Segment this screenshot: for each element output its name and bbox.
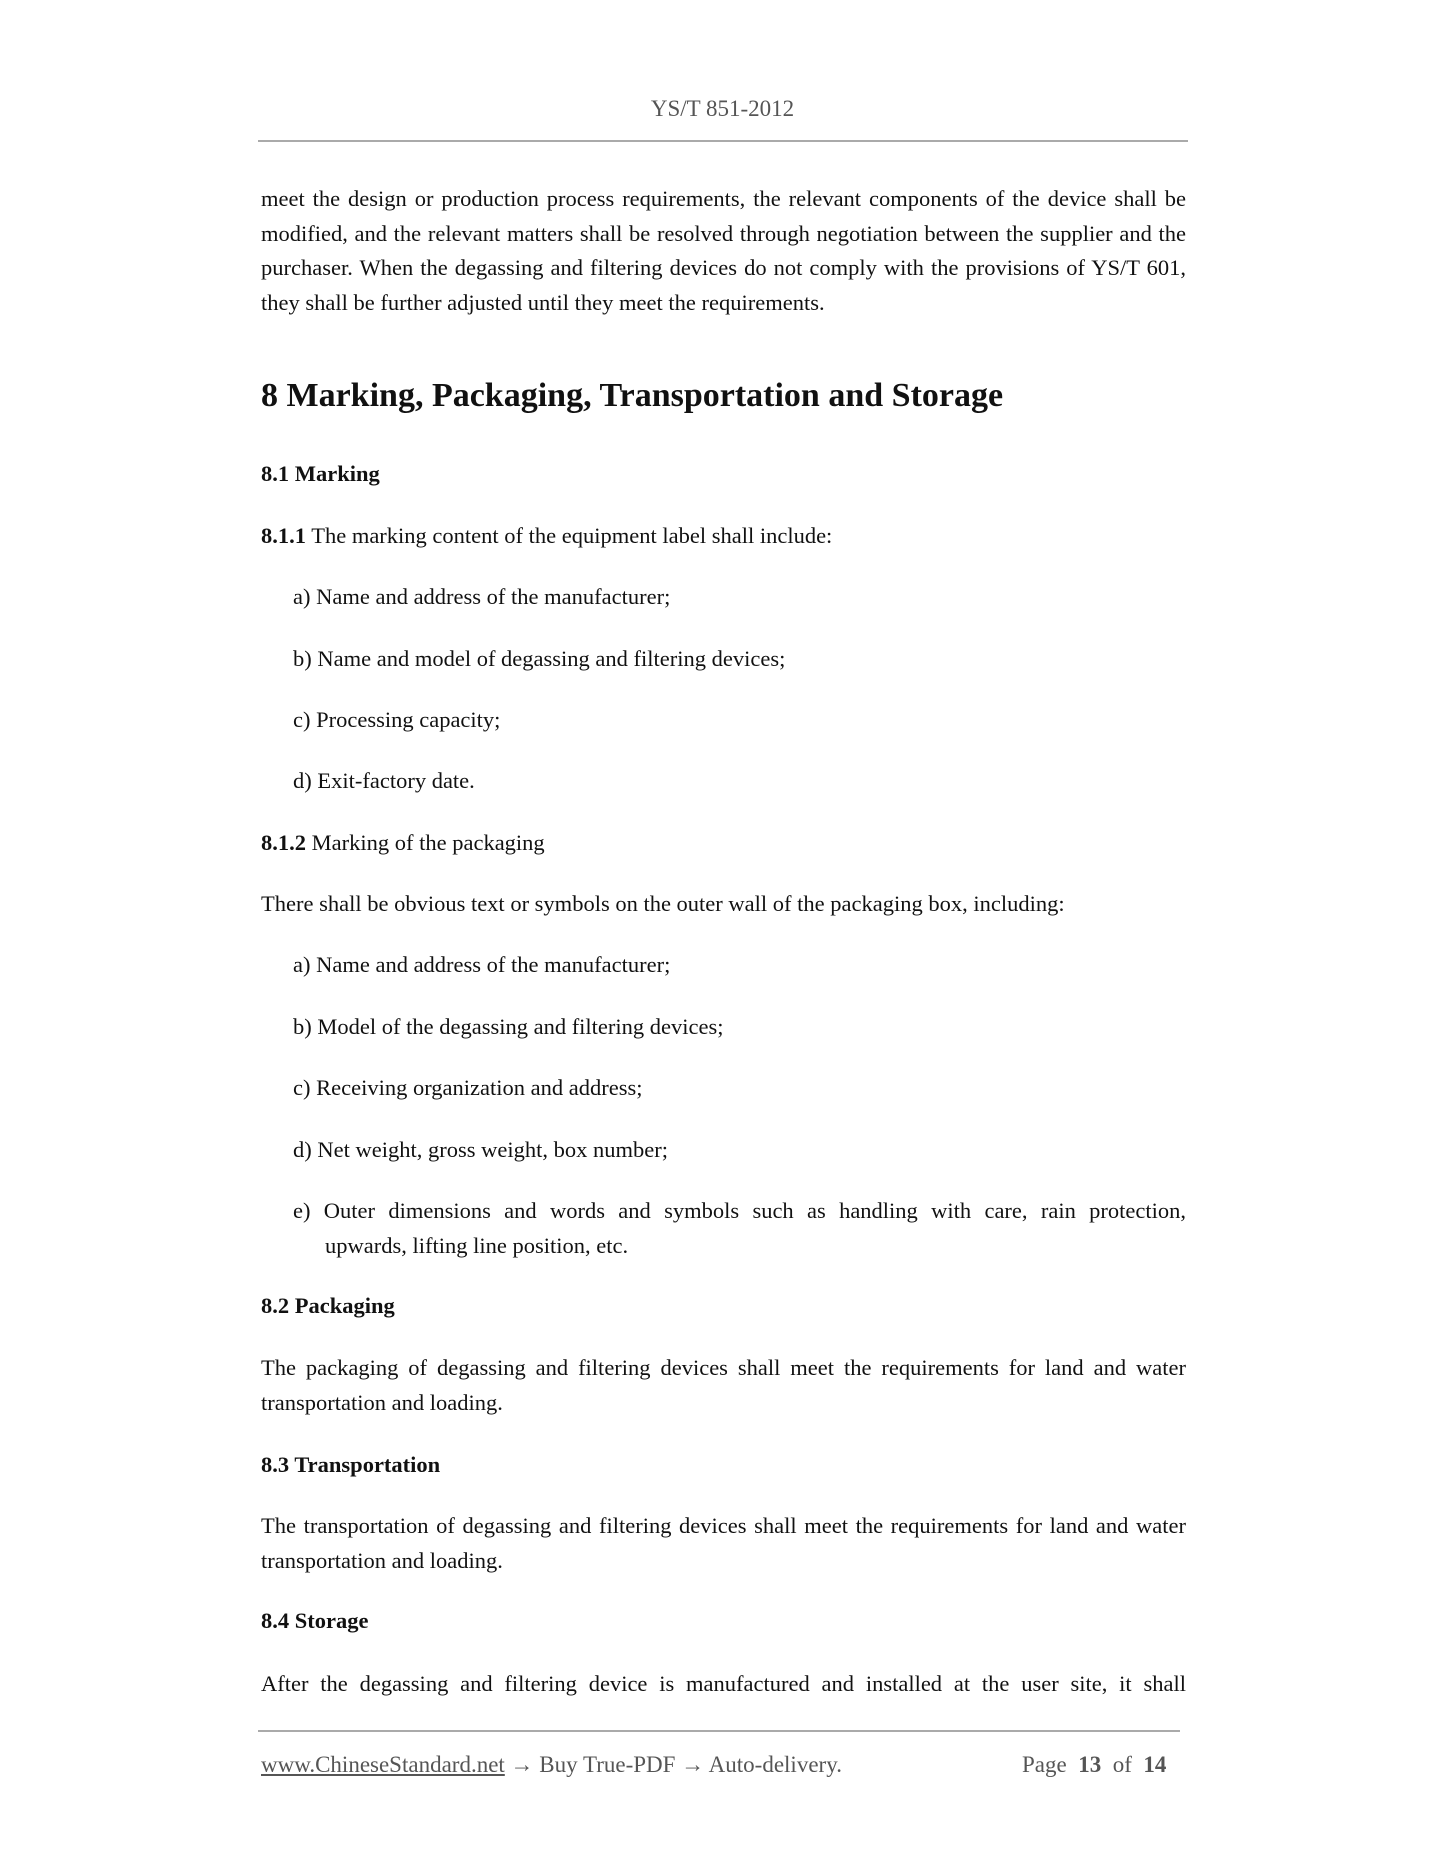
intro-paragraph: meet the design or production process requirements, the relevant components of the device shall be modified, and the relevant matters shall be resolved through negotiation between the supplier and the purchaser. When the degassing and filtering devices do not comply with the provisions of YS/T 601, they shall be further adjusted until they meet the requirements. [261, 186, 1186, 315]
clause-number: 8.1.1 [261, 523, 306, 548]
section-8-4-heading: 8.4 Storage [261, 1608, 369, 1633]
clause-text: The marking content of the equipment label shall include: [306, 523, 833, 548]
arrow-right-icon: → [510, 1752, 534, 1777]
section-8-heading: 8 Marking, Packaging, Transportation and Storage [261, 377, 1004, 414]
list-item-e-line1: e) Outer dimensions and words and symbols such as handling with care, rain protection, [293, 1198, 1186, 1223]
clause-text: Marking of the packaging [306, 830, 545, 855]
clause-8-1-2 [261, 826, 1186, 861]
section-8-2-text: The packaging of degassing and filtering devices shall meet the requirements for land and water transportation and loading. [261, 1355, 1186, 1415]
footer-links [261, 1750, 842, 1780]
list-item: a) Name and address of the manufacturer; [293, 952, 671, 977]
document-header-id: YS/T 851-2012 [650, 96, 795, 121]
section-8-1-heading: 8.1 Marking [261, 461, 380, 486]
list-item: c) Receiving organization and address; [293, 1075, 643, 1100]
list-item [293, 1194, 1186, 1263]
list-item: b) Name and model of degassing and filtering devices; [293, 646, 786, 671]
list-item: b) Model of the degassing and filtering devices; [293, 1014, 724, 1039]
website-link[interactable]: www.ChineseStandard.net [261, 1752, 505, 1777]
list-item: d) Exit-factory date. [293, 768, 475, 793]
page-indicator [1022, 1750, 1166, 1780]
arrow-right-icon: → [681, 1752, 705, 1777]
clause-number: 8.1.2 [261, 830, 306, 855]
page-label: Page [1022, 1752, 1067, 1777]
section-8-3-heading: 8.3 Transportation [261, 1452, 441, 1477]
section-8-4-text: After the degassing and filtering device is manufactured and installed at the user site, it shall [261, 1671, 1186, 1696]
clause-8-1-1 [261, 519, 1186, 554]
page-total: 14 [1143, 1752, 1167, 1777]
page-number: 13 [1078, 1752, 1102, 1777]
list-item-e-line2: upwards, lifting line position, etc. [325, 1232, 629, 1258]
list-item: a) Name and address of the manufacturer; [293, 584, 671, 609]
footer-rule [258, 1730, 1180, 1732]
section-8-3-text: The transportation of degassing and filtering devices shall meet the requirements for land and water transportation and loading. [261, 1513, 1186, 1573]
section-8-2-heading: 8.2 Packaging [261, 1293, 395, 1318]
auto-delivery-text: Auto-delivery. [708, 1752, 842, 1777]
packaging-marking-intro: There shall be obvious text or symbols on the outer wall of the packaging box, including: [261, 891, 1065, 916]
list-item: d) Net weight, gross weight, box number; [293, 1137, 668, 1162]
header-rule [258, 140, 1188, 142]
buy-pdf-text: Buy True-PDF [539, 1752, 676, 1777]
list-item: c) Processing capacity; [293, 707, 501, 732]
of-label: of [1112, 1752, 1132, 1777]
